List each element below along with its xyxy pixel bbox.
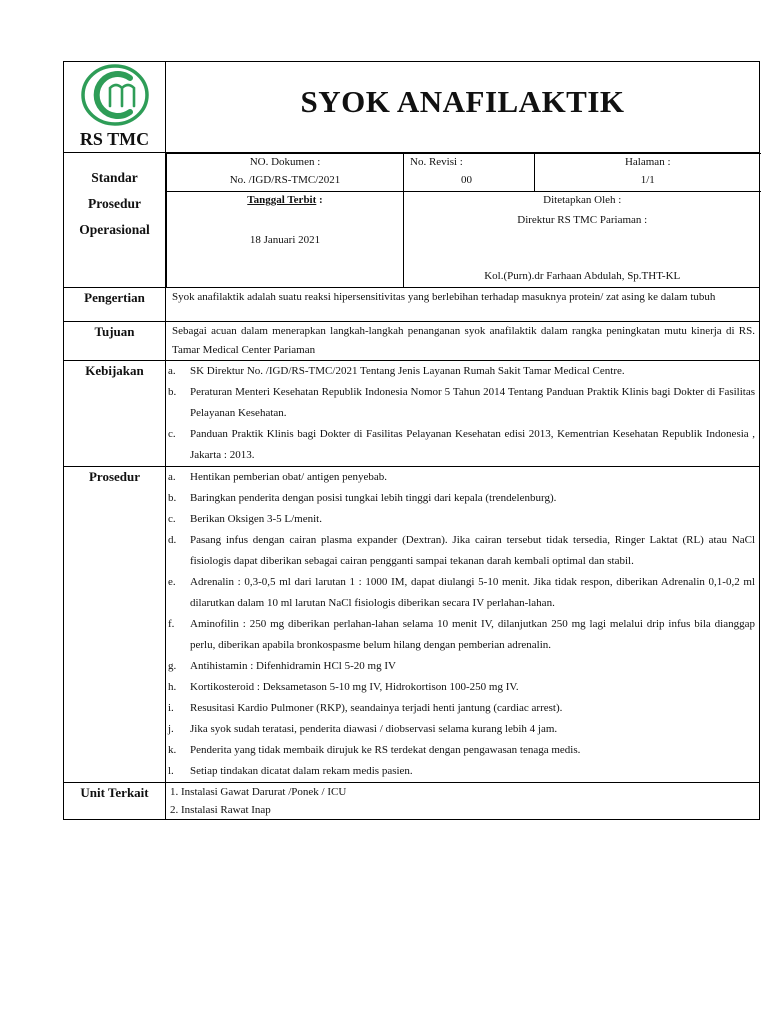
tujuan-text: Sebagai acuan dalam menerapkan langkah-langkah penanganan syok anafilaktik dalam rangka peningkatan mutu kinerja di RS. Tamar Medical Center Pariaman <box>166 322 760 361</box>
halaman-cell <box>535 154 761 192</box>
hospital-name: RS TMC <box>79 129 150 149</box>
sop-label-line: Operasional <box>79 222 150 237</box>
prosedur-label: Prosedur <box>64 467 166 783</box>
logo-cell <box>64 62 166 153</box>
list-text: Hentikan pemberian obat/ antigen penyebab. <box>190 471 388 483</box>
list-item <box>166 424 755 466</box>
document-info-table <box>166 153 761 287</box>
sop-label-cell <box>64 153 166 288</box>
unit-terkait-label: Unit Terkait <box>64 783 166 820</box>
list-marker: b. <box>168 492 177 504</box>
list-marker: d. <box>168 534 177 546</box>
list-text: Berikan Oksigen 3-5 L/menit. <box>190 513 322 525</box>
pengertian-label: Pengertian <box>64 288 166 322</box>
list-text: SK Direktur No. /IGD/RS-TMC/2021 Tentang Jenis Layanan Rumah Sakit Tamar Medical Centre. <box>190 365 625 377</box>
list-marker: i. <box>168 702 174 714</box>
list-text: Panduan Praktik Klinis bagi Dokter di Fasilitas Pelayanan Kesehatan edisi 2013, Kementrian Kesehatan Republik Indonesia , Jakarta : 2013. <box>190 428 755 461</box>
unit-terkait-cell <box>166 783 760 820</box>
list-item <box>166 509 755 530</box>
list-item <box>166 614 755 656</box>
tanggal-terbit-cell <box>167 192 404 288</box>
sop-document <box>63 61 759 820</box>
list-item <box>166 656 755 677</box>
list-item <box>166 677 755 698</box>
prosedur-list <box>166 467 755 782</box>
list-marker: a. <box>168 471 176 483</box>
list-text: Antihistamin : Difenhidramin HCl 5-20 mg IV <box>190 660 396 672</box>
list-text: Setiap tindakan dicatat dalam rekam medis pasien. <box>190 765 413 777</box>
pengertian-text: Syok anafilaktik adalah suatu reaksi hipersensitivitas yang berlebihan terhadap masuknya protein/ zat asing ke dalam tubuh <box>166 288 760 322</box>
document-info-cell <box>166 153 760 288</box>
list-marker: f. <box>168 618 175 630</box>
list-marker: b. <box>168 386 177 398</box>
list-text: Baringkan penderita dengan posisi tungkai lebih tinggi dari kepala (trendelenburg). <box>190 492 557 504</box>
halaman-label: Halaman : <box>624 156 671 168</box>
list-text: Peraturan Menteri Kesehatan Republik Indonesia Nomor 5 Tahun 2014 Tentang Panduan Praktik Klinis bagi Dokter di Fasilitas Pelayanan Kesehatan. <box>190 386 755 419</box>
list-marker: j. <box>168 723 174 735</box>
list-text: Jika syok sudah teratasi, penderita diawasi / diobservasi selama kurang lebih 4 jam. <box>190 723 558 735</box>
list-item <box>166 719 755 740</box>
list-marker: h. <box>168 681 177 693</box>
list-item <box>166 740 755 761</box>
halaman-value: 1/1 <box>640 174 655 186</box>
list-marker: e. <box>168 576 176 588</box>
list-item <box>166 698 755 719</box>
list-item <box>166 572 755 614</box>
list-text: Resusitasi Kardio Pulmoner (RKP), seandainya terjadi henti jantung (cardiac arrest). <box>190 702 563 714</box>
list-text: Aminofilin : 250 mg diberikan perlahan-lahan selama 10 menit IV, dilanjutkan 250 mg lagi melalui drip infus bila dianggap perlu, diberikan apabila bronkospasme belum hilang dengan pemberian adrenalin. <box>190 618 755 651</box>
sop-label-line: Prosedur <box>88 196 141 211</box>
no-revisi-cell <box>404 154 535 192</box>
no-dokumen-cell <box>167 154 404 192</box>
unit-terkait-item: 1. Instalasi Gawat Darurat /Ponek / ICU <box>170 786 347 798</box>
ditetapkan-nama: Kol.(Purn).dr Farhaan Abdulah, Sp.THT-KL <box>484 270 681 282</box>
no-revisi-value: 00 <box>461 174 472 186</box>
list-item <box>166 761 755 782</box>
list-text: Kortikosteroid : Deksametason 5-10 mg IV, Hidrokortison 100-250 mg IV. <box>190 681 519 693</box>
list-marker: l. <box>168 765 174 777</box>
tanggal-terbit-colon: : <box>316 194 323 206</box>
list-item <box>166 467 755 488</box>
ditetapkan-cell <box>404 192 761 288</box>
list-text: Penderita yang tidak membaik dirujuk ke RS terdekat dengan pengawasan tenaga medis. <box>190 744 581 756</box>
rs-tmc-logo-icon <box>80 64 150 126</box>
no-revisi-label: No. Revisi : <box>410 156 463 168</box>
list-text: Adrenalin : 0,3-0,5 ml dari larutan 1 : 1000 IM, dapat diulangi 5-10 menit. Jika tidak respon, diberikan Adrenalin 0,1-0,2 ml dilarutkan dalam 10 ml larutan NaCl fisiologis diberikan secara IV perlahan-lahan. <box>190 576 755 609</box>
kebijakan-label: Kebijakan <box>64 361 166 467</box>
prosedur-cell <box>166 467 760 783</box>
list-marker: g. <box>168 660 177 672</box>
tanggal-terbit-value: 18 Januari 2021 <box>249 234 321 246</box>
list-marker: k. <box>168 744 177 756</box>
list-marker: a. <box>168 365 176 377</box>
list-item <box>166 361 755 382</box>
kebijakan-list <box>166 361 755 466</box>
sop-label-line: Standar <box>91 170 138 185</box>
no-dokumen-value: No. /IGD/RS-TMC/2021 <box>229 174 341 186</box>
list-item <box>166 530 755 572</box>
tanggal-terbit-label: Tanggal Terbit <box>247 194 317 206</box>
list-text: Pasang infus dengan cairan plasma expander (Dextran). Jika cairan tersebut tidak tersedia, Ringer Laktat (RL) atau NaCl fisiologis dapat diberikan sebagai cairan pengganti sampai tekanan darah kembali optimal dan stabil. <box>190 534 755 567</box>
tujuan-label: Tujuan <box>64 322 166 361</box>
title-cell <box>166 62 760 153</box>
ditetapkan-jabatan: Direktur RS TMC Pariaman : <box>517 214 648 226</box>
list-item <box>166 382 755 424</box>
document-title: SYOK ANAFILAKTIK <box>300 84 625 119</box>
sop-table <box>63 61 760 820</box>
no-dokumen-label: NO. Dokumen : <box>249 156 321 168</box>
list-marker: c. <box>168 428 176 440</box>
list-item <box>166 488 755 509</box>
unit-terkait-item: 2. Instalasi Rawat Inap <box>170 804 271 816</box>
list-marker: c. <box>168 513 176 525</box>
ditetapkan-label: Ditetapkan Oleh : <box>543 194 622 206</box>
kebijakan-cell <box>166 361 760 467</box>
